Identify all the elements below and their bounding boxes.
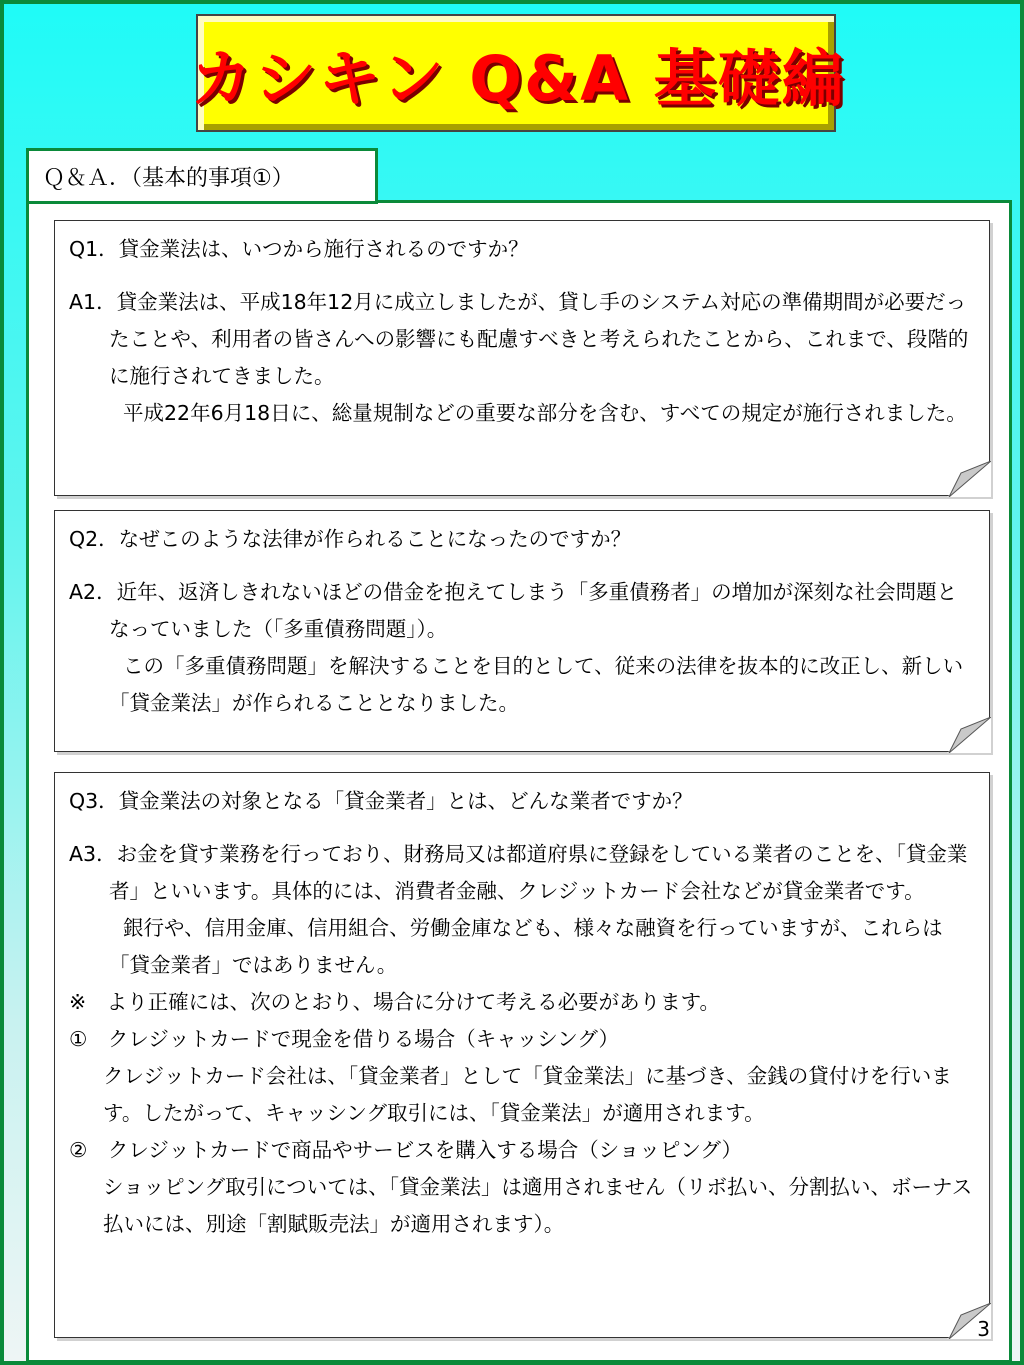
page-curl-icon [947, 717, 991, 753]
section-tab [26, 148, 378, 204]
answer-2-para-1: A2．近年、返済しきれないほどの借金を抱えてしまう「多重債務者」の増加が深刻な社会問題となっていました（「多重債務問題」）。 [69, 580, 958, 641]
answer-1-para-2: 平成22年6月18日に、総量規制などの重要な部分を含む、すべての規定が施行されました。 [123, 401, 967, 425]
qa-card-2 [54, 510, 990, 752]
case-2-title: ② クレジットカードで商品やサービスを購入する場合（ショッピング） [69, 1138, 743, 1162]
case-1-title: ① クレジットカードで現金を借りる場合（キャッシング） [69, 1027, 619, 1051]
case-1-body: クレジットカード会社は、「貸金業者」として「貸金業法」に基づき、金銭の貸付けを行います。したがって、キャッシング取引には、「貸金業法」が適用されます。 [103, 1064, 952, 1125]
answer-3-para-1: A3．お金を貸す業務を行っており、財務局又は都道府県に登録をしている業者のことを、「貸金業者」といいます。具体的には、消費者金融、クレジットカード会社などが貸金業者です。 [69, 842, 968, 903]
title-banner [190, 14, 846, 132]
qa-card-1 [54, 220, 990, 496]
question-1: Q1．貸金業法は、いつから施行されるのですか？ [69, 237, 529, 261]
answer-3-para-2: 銀行や、信用金庫、信用組合、労働金庫なども、様々な融資を行っていますが、これらは「貸金業者」ではありません。 [109, 916, 943, 977]
case-2-body: ショッピング取引については、「貸金業法」は適用されません（リボ払い、分割払い、ボーナス払いには、別途「割賦販売法」が適用されます）。 [103, 1175, 973, 1236]
answer-1 [69, 284, 973, 432]
answer-3 [69, 836, 973, 984]
question-2: Q2．なぜこのような法律が作られることになったのですか？ [69, 527, 632, 551]
question-3: Q3．貸金業法の対象となる「貸金業者」とは、どんな業者ですか？ [69, 789, 693, 813]
page-number: 3 [977, 1317, 990, 1341]
slide-title: カシキン Q&A 基礎編 [190, 41, 846, 115]
answer-3-note: ※ より正確には、次のとおり、場合に分けて考える必要があります。 [69, 990, 721, 1014]
page-curl-icon [947, 461, 991, 497]
answer-1-para-1: A1．貸金業法は、平成18年12月に成立しましたが、貸し手のシステム対応の準備期間が必要だったことや、利用者の皆さんへの影響にも配慮すべきと考えられたことから、これまで、段階的に施行されてきました。 [69, 290, 969, 388]
answer-2-para-2: この「多重債務問題」を解決することを目的として、従来の法律を抜本的に改正し、新しい「貸金業法」が作られることとなりました。 [109, 654, 964, 715]
section-label: Ｑ＆Ａ．（基本的事項①） [43, 165, 294, 191]
qa-card-3 [54, 772, 990, 1338]
answer-2 [69, 574, 973, 722]
